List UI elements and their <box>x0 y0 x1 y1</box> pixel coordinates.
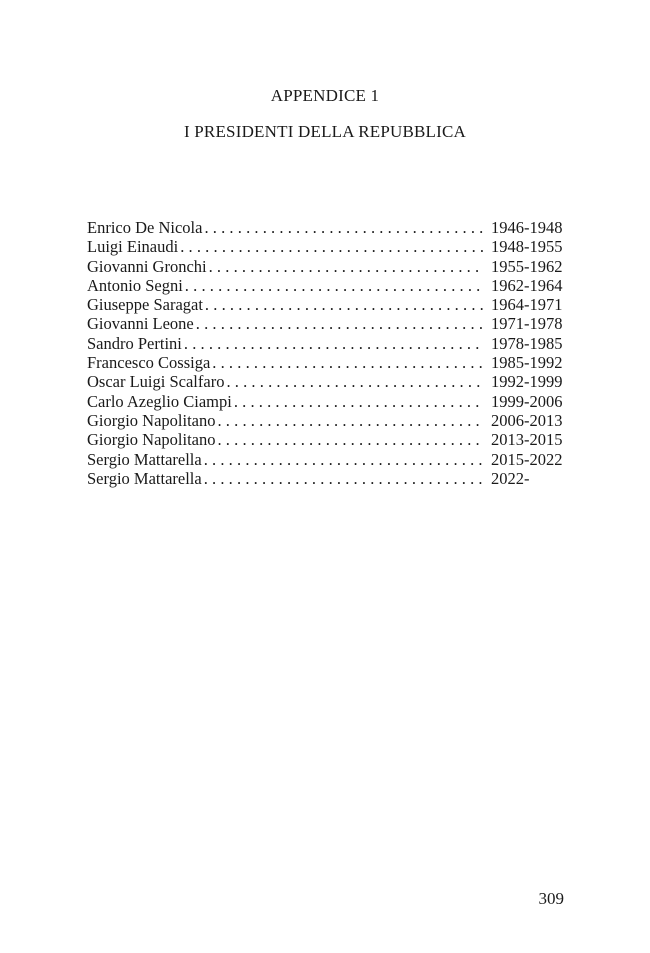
list-item <box>87 450 565 469</box>
term-years: 2022- <box>491 468 530 488</box>
dot-leader <box>205 295 483 314</box>
president-name: Sergio Mattarella <box>87 449 202 469</box>
dot-leader <box>204 450 483 469</box>
list-item <box>87 353 565 372</box>
appendix-label: APPENDICE 1 <box>270 86 380 105</box>
dot-leader <box>212 353 483 372</box>
list-item <box>87 218 565 237</box>
page-number: 309 <box>538 889 564 908</box>
list-item <box>87 372 565 391</box>
president-name: Enrico De Nicola <box>87 218 203 237</box>
president-name: Luigi Einaudi <box>87 237 179 257</box>
list-item <box>87 411 565 430</box>
dot-leader <box>180 237 483 256</box>
list-item <box>87 469 565 488</box>
term-years: 1992-1999 <box>491 372 563 392</box>
president-name: Giuseppe Saragat <box>87 295 203 315</box>
president-name: Giorgio Napolitano <box>87 430 216 450</box>
presidents-list <box>87 218 565 488</box>
term-years: 2015-2022 <box>491 449 563 469</box>
dot-leader <box>226 372 483 391</box>
list-item <box>87 430 565 449</box>
dot-leader <box>204 469 483 488</box>
dot-leader <box>217 411 483 430</box>
list-item <box>87 276 565 295</box>
president-name: Francesco Cossiga <box>87 353 211 373</box>
dot-leader <box>204 218 483 237</box>
term-years: 1971-1978 <box>491 314 563 334</box>
list-item <box>87 334 565 353</box>
term-years: 2006-2013 <box>491 410 563 430</box>
president-name: Oscar Luigi Scalfaro <box>87 372 225 392</box>
term-years: 1946-1948 <box>491 218 563 237</box>
dot-leader <box>217 430 483 449</box>
list-item <box>87 237 565 256</box>
list-item <box>87 295 565 314</box>
term-years: 1955-1962 <box>491 256 563 276</box>
term-years: 1985-1992 <box>491 353 563 373</box>
dot-leader <box>234 392 483 411</box>
dot-leader <box>185 276 483 295</box>
term-years: 1978-1985 <box>491 333 563 353</box>
president-name: Giorgio Napolitano <box>87 410 216 430</box>
president-name: Antonio Segni <box>87 275 183 295</box>
president-name: Giovanni Leone <box>87 314 194 334</box>
list-item <box>87 392 565 411</box>
president-name: Carlo Azeglio Ciampi <box>87 391 232 411</box>
page-title: I PRESIDENTI DELLA REPUBBLICA <box>183 122 467 141</box>
term-years: 1948-1955 <box>491 237 563 257</box>
term-years: 1999-2006 <box>491 391 563 411</box>
president-name: Sandro Pertini <box>87 333 182 353</box>
dot-leader <box>184 334 483 353</box>
president-name: Sergio Mattarella <box>87 468 202 488</box>
dot-leader <box>209 257 483 276</box>
president-name: Giovanni Gronchi <box>87 256 207 276</box>
term-years: 1962-1964 <box>491 275 563 295</box>
dot-leader <box>196 314 483 333</box>
list-item <box>87 314 565 333</box>
term-years: 2013-2015 <box>491 430 563 450</box>
list-item <box>87 257 565 276</box>
term-years: 1964-1971 <box>491 295 563 315</box>
